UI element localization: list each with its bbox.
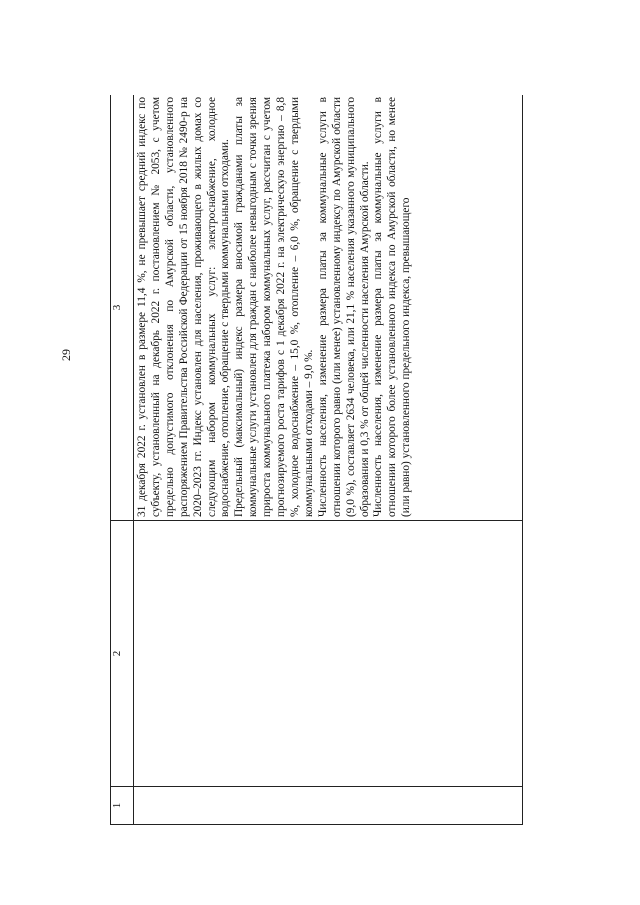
row-cell-1 <box>134 787 523 825</box>
row-cell-2 <box>134 521 523 787</box>
paragraph-2: Предельный (максимальный) индекс размера вносимой гражданами платы за коммунальные услуги установлен для граждан с наиболее невыгодным с точки зрения прироста коммунального платежа набором коммунальных услуг, рассчитан с учетом прогнозируемого роста тарифов с 1 декабря 2022 г. на электрическую энергию – 8,8 %, холодное водоснабжение – 15,0 %, отопление – 6,0 %, обращение с твердыми коммунальными отходами – 9,0 %. <box>233 97 315 517</box>
header-cell-2: 2 <box>111 521 134 787</box>
table-header-row <box>111 95 134 825</box>
table-row <box>134 95 523 825</box>
row-cell-3 <box>134 95 523 521</box>
rotated-table-frame <box>110 95 523 825</box>
cell-text <box>134 95 414 520</box>
header-cell-3: 3 <box>111 95 134 521</box>
document-table <box>110 95 523 825</box>
rotated-table-wrapper <box>110 95 523 825</box>
header-cell-1: 1 <box>111 787 134 825</box>
paragraph-1: 31 декабря 2022 г. установлен в размере 11,4 %, не превышает средний индекс по субъекту, установленный на декабрь 2022 г. постановлением № 2053, с учетом предельно допустимого отклонения по Амурской области, установленного распоряжением Правительства Российской Федерации от 15 ноября 2018 № 2490-р на 2020–2023 гг. Индекс установлен для населения, проживающего в жилых домах со следующим набором коммунальных услуг: электроснабжение, холодное водоснабжение, отопление, обращение с твердыми коммунальными отходами. <box>136 97 232 517</box>
paragraph-4: Численность населения, изменение размера платы за коммунальные услуги в отношении которого более установленного индекса по Амурской области, но менее (или равно) установленного предельного индекса, превышающего <box>372 97 413 517</box>
page-number: 29 <box>59 349 73 361</box>
paragraph-3: Численность населения, изменение размера платы за коммунальные услуги в отношении которого равно (или менее) установленному индексу по Амурской области (9,0 %), составляет 2634 человека, или 21,1 % населения указанного муниципального образования и 0,3 % от общей численности населения Амурской области. <box>316 97 371 517</box>
